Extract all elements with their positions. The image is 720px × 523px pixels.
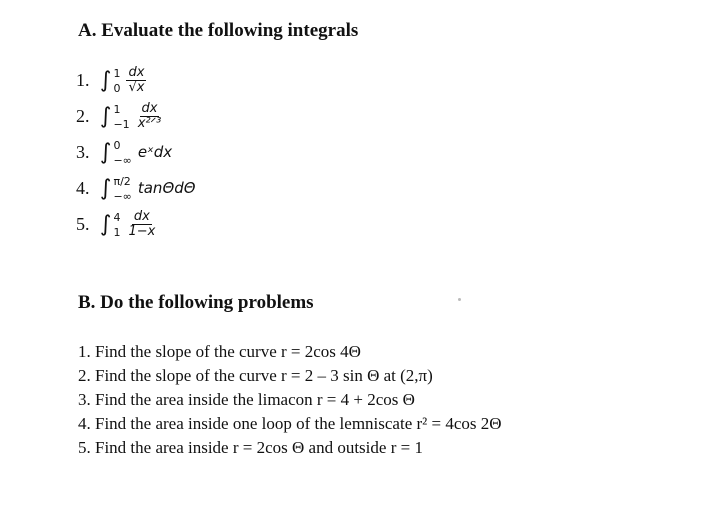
section-a-title: A. Evaluate the following integrals bbox=[78, 20, 359, 41]
numerator: dx bbox=[133, 208, 150, 224]
problem-item: 4. Find the area inside one loop of the lemniscate r² = 4cos 2Θ bbox=[78, 414, 502, 433]
problem-list bbox=[78, 340, 502, 460]
stray-mark bbox=[458, 298, 461, 301]
problem-item: 2. Find the slope of the curve r = 2 – 3 sin Θ at (2,π) bbox=[78, 366, 433, 385]
integral-item bbox=[76, 134, 196, 170]
upper-limit: π/2 bbox=[113, 175, 131, 188]
lower-limit: −∞ bbox=[113, 154, 132, 167]
denominator: √x bbox=[128, 79, 145, 95]
integral-limits bbox=[113, 68, 120, 94]
lower-limit: −1 bbox=[113, 118, 130, 131]
integral-sign: ∫ bbox=[100, 67, 112, 93]
upper-limit: 1 bbox=[113, 103, 121, 116]
item-number: 5. bbox=[76, 213, 90, 234]
problem-item: 1. Find the slope of the curve r = 2cos 4Θ bbox=[78, 342, 361, 361]
numerator: dx bbox=[128, 64, 145, 80]
denominator: x²ᐟ³ bbox=[137, 115, 162, 131]
integral-limits bbox=[113, 176, 131, 202]
integrand: eˣdx bbox=[137, 143, 173, 161]
lower-limit: 0 bbox=[113, 82, 121, 95]
integral-item bbox=[76, 206, 196, 242]
item-number: 4. bbox=[76, 177, 90, 198]
integral-sign: ∫ bbox=[100, 211, 112, 237]
integral-sign: ∫ bbox=[100, 103, 112, 129]
integral-item bbox=[76, 62, 196, 98]
item-number: 1. bbox=[76, 69, 90, 90]
fraction bbox=[136, 102, 164, 131]
denominator: 1−x bbox=[128, 223, 156, 239]
problem-item: 5. Find the area inside r = 2cos Θ and outside r = 1 bbox=[78, 438, 423, 457]
item-number: 3. bbox=[76, 141, 90, 162]
upper-limit: 1 bbox=[113, 67, 121, 80]
upper-limit: 0 bbox=[113, 139, 121, 152]
integral-sign: ∫ bbox=[100, 139, 112, 165]
integral-item bbox=[76, 98, 196, 134]
numerator: dx bbox=[141, 100, 158, 116]
integral-list bbox=[76, 62, 196, 242]
integral-limits bbox=[113, 104, 129, 130]
lower-limit: −∞ bbox=[113, 190, 132, 203]
lower-limit: 1 bbox=[113, 226, 121, 239]
integral-sign: ∫ bbox=[100, 175, 112, 201]
integral-limits bbox=[113, 140, 131, 166]
section-b-title: B. Do the following problems bbox=[78, 292, 314, 313]
upper-limit: 4 bbox=[113, 211, 121, 224]
problem-item: 3. Find the area inside the limacon r = 4 + 2cos Θ bbox=[78, 390, 415, 409]
fraction bbox=[126, 66, 146, 95]
integral-limits bbox=[113, 212, 120, 238]
item-number: 2. bbox=[76, 105, 90, 126]
fraction bbox=[126, 210, 157, 239]
integral-item bbox=[76, 170, 196, 206]
integrand: tanΘdΘ bbox=[137, 179, 196, 197]
